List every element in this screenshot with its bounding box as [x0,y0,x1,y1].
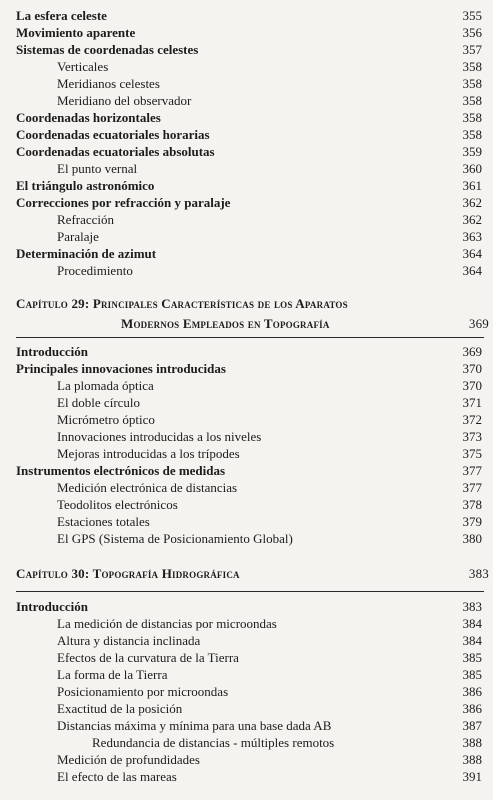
toc-entry [0,530,493,547]
toc-entry-title: Sistemas de coordenadas celestes [16,42,199,57]
toc-entry-title: Redundancia de distancias - múltiples remotos [92,735,335,750]
toc-entry-title: El punto vernal [57,161,138,176]
chapter-page-number: 369 [468,316,489,331]
toc-entry [0,428,493,445]
toc-entry [0,394,493,411]
toc-entry-title: Verticales [57,59,109,74]
chapter-title-line1: Capítulo 29: Principales Características de los Aparatos [16,296,348,311]
toc-entry-title: Introducción [16,344,88,359]
toc-entry-page: 371 [462,395,482,410]
toc-entry-title: El triángulo astronómico [16,178,155,193]
toc-entry-title: Coordenadas ecuatoriales absolutas [16,144,215,159]
toc-entry-page: 384 [462,616,482,631]
toc-entry-page: 355 [462,8,482,23]
toc-entry [0,58,493,75]
toc-entry [0,513,493,530]
toc-entry-title: Teodolitos electrónicos [57,497,178,512]
toc-entry-page: 358 [462,59,482,74]
toc-entry-page: 369 [462,344,482,359]
toc-entry [0,24,493,41]
toc-entry-title: Micrómetro óptico [57,412,155,427]
chapter-heading [16,566,489,584]
toc-entry-title: Distancias máxima y mínima para una base dada AB [57,718,332,733]
toc-entry [0,245,493,262]
chapter-heading [16,296,489,334]
toc-entry [0,177,493,194]
toc-entry-title: Coordenadas ecuatoriales horarias [16,127,210,142]
toc-entry [0,632,493,649]
toc-entry-title: Mejoras introducidas a los trípodes [57,446,240,461]
toc-entry-page: 358 [462,127,482,142]
toc-entry-page: 373 [462,429,482,444]
toc-entry [0,126,493,143]
toc-entry [0,496,493,513]
toc-entry [0,211,493,228]
toc-entry-title: Innovaciones introducidas a los niveles [57,429,262,444]
chapter-title-line1: Capítulo 30: Topografía Hidrográfica [16,566,240,581]
toc-entry-page: 362 [462,212,482,227]
toc-entry-title: Paralaje [57,229,99,244]
toc-entry-page: 380 [462,531,482,546]
toc-entry-page: 383 [462,599,482,614]
toc-entry-title: Refracción [57,212,115,227]
toc-entry-title: Meridiano del observador [57,93,192,108]
toc-entry-title: Correcciones por refracción y paralaje [16,195,231,210]
chapter-page-number: 383 [468,566,489,581]
toc-entry [0,598,493,615]
toc-entry-page: 377 [462,463,482,478]
toc-entry-page: 388 [462,752,482,767]
toc-entry [0,717,493,734]
toc-entry [0,194,493,211]
toc-entry-title: El doble círculo [57,395,141,410]
chapter-title-line2: Modernos Empleados en Topografía [121,316,330,331]
toc-entry-page: 370 [462,378,482,393]
toc-entry [0,411,493,428]
toc-entry-page: 358 [462,110,482,125]
toc-entry-page: 358 [462,76,482,91]
toc-entry [0,479,493,496]
toc-entry-title: La esfera celeste [16,8,107,23]
toc-entry-page: 359 [462,144,482,159]
toc-entry-title: El GPS (Sistema de Posicionamiento Global) [57,531,293,546]
toc-entry [0,666,493,683]
toc-entry [0,615,493,632]
toc-entry [0,160,493,177]
toc-entry-page: 387 [462,718,482,733]
toc-entry-title: Estaciones totales [57,514,150,529]
toc-entry-page: 370 [462,361,482,376]
toc-entry-page: 356 [462,25,482,40]
toc-entry-page: 386 [462,701,482,716]
toc-entry-page: 364 [462,246,482,261]
toc-entry-page: 377 [462,480,482,495]
toc-entry [0,751,493,768]
toc-entry-title: Meridianos celestes [57,76,160,91]
toc-entry [0,377,493,394]
toc-entry [0,462,493,479]
toc-entry-title: Determinación de azimut [16,246,157,261]
toc-entry-title: Medición de profundidades [57,752,200,767]
toc-entry-title: La forma de la Tierra [57,667,168,682]
toc-entry-title: Instrumentos electrónicos de medidas [16,463,226,478]
toc-entry-title: Coordenadas horizontales [16,110,161,125]
chapter-rule [16,591,484,592]
toc-entry-title: Altura y distancia inclinada [57,633,201,648]
toc-entry [0,700,493,717]
toc-entry-title: El efecto de las mareas [57,769,177,784]
toc-entry-title: Posicionamiento por microondas [57,684,229,699]
toc-entry [0,343,493,360]
toc-entry-page: 388 [462,735,482,750]
toc-entry-title: La medición de distancias por microondas [57,616,277,631]
toc-entry [0,75,493,92]
toc-entry [0,262,493,279]
toc-entry [0,649,493,666]
toc-entry-page: 391 [462,769,482,784]
toc-entry-title: Procedimiento [57,263,133,278]
toc-entry-page: 357 [462,42,482,57]
toc-entry-page: 378 [462,497,482,512]
toc-entry-page: 372 [462,412,482,427]
toc-entry-page: 364 [462,263,482,278]
toc-entry-title: Movimiento aparente [16,25,136,40]
toc-entry [0,228,493,245]
toc-entry-title: Medición electrónica de distancias [57,480,238,495]
toc-entry-page: 375 [462,446,482,461]
toc-entry [0,92,493,109]
toc-entry-page: 379 [462,514,482,529]
toc-entry-title: Exactitud de la posición [57,701,183,716]
toc-entry-page: 363 [462,229,482,244]
toc-entry [0,683,493,700]
toc-entry [0,41,493,58]
toc-entry [0,143,493,160]
toc-entry-title: La plomada óptica [57,378,154,393]
toc-entry-page: 361 [462,178,482,193]
toc-entry-page: 386 [462,684,482,699]
toc-entry-page: 385 [462,667,482,682]
toc-entry-page: 360 [462,161,482,176]
toc-entry-title: Efectos de la curvatura de la Tierra [57,650,239,665]
toc-entry-title: Introducción [16,599,88,614]
toc-entry-title: Principales innovaciones introducidas [16,361,226,376]
toc-entry [0,360,493,377]
toc-entry [0,7,493,24]
toc-entry-page: 385 [462,650,482,665]
toc-entry [0,734,493,751]
toc-entry-page: 358 [462,93,482,108]
toc-entry [0,445,493,462]
toc-entry [0,768,493,785]
chapter-rule [16,337,484,338]
toc-entry [0,109,493,126]
toc-entry-page: 384 [462,633,482,648]
toc-entry-page: 362 [462,195,482,210]
